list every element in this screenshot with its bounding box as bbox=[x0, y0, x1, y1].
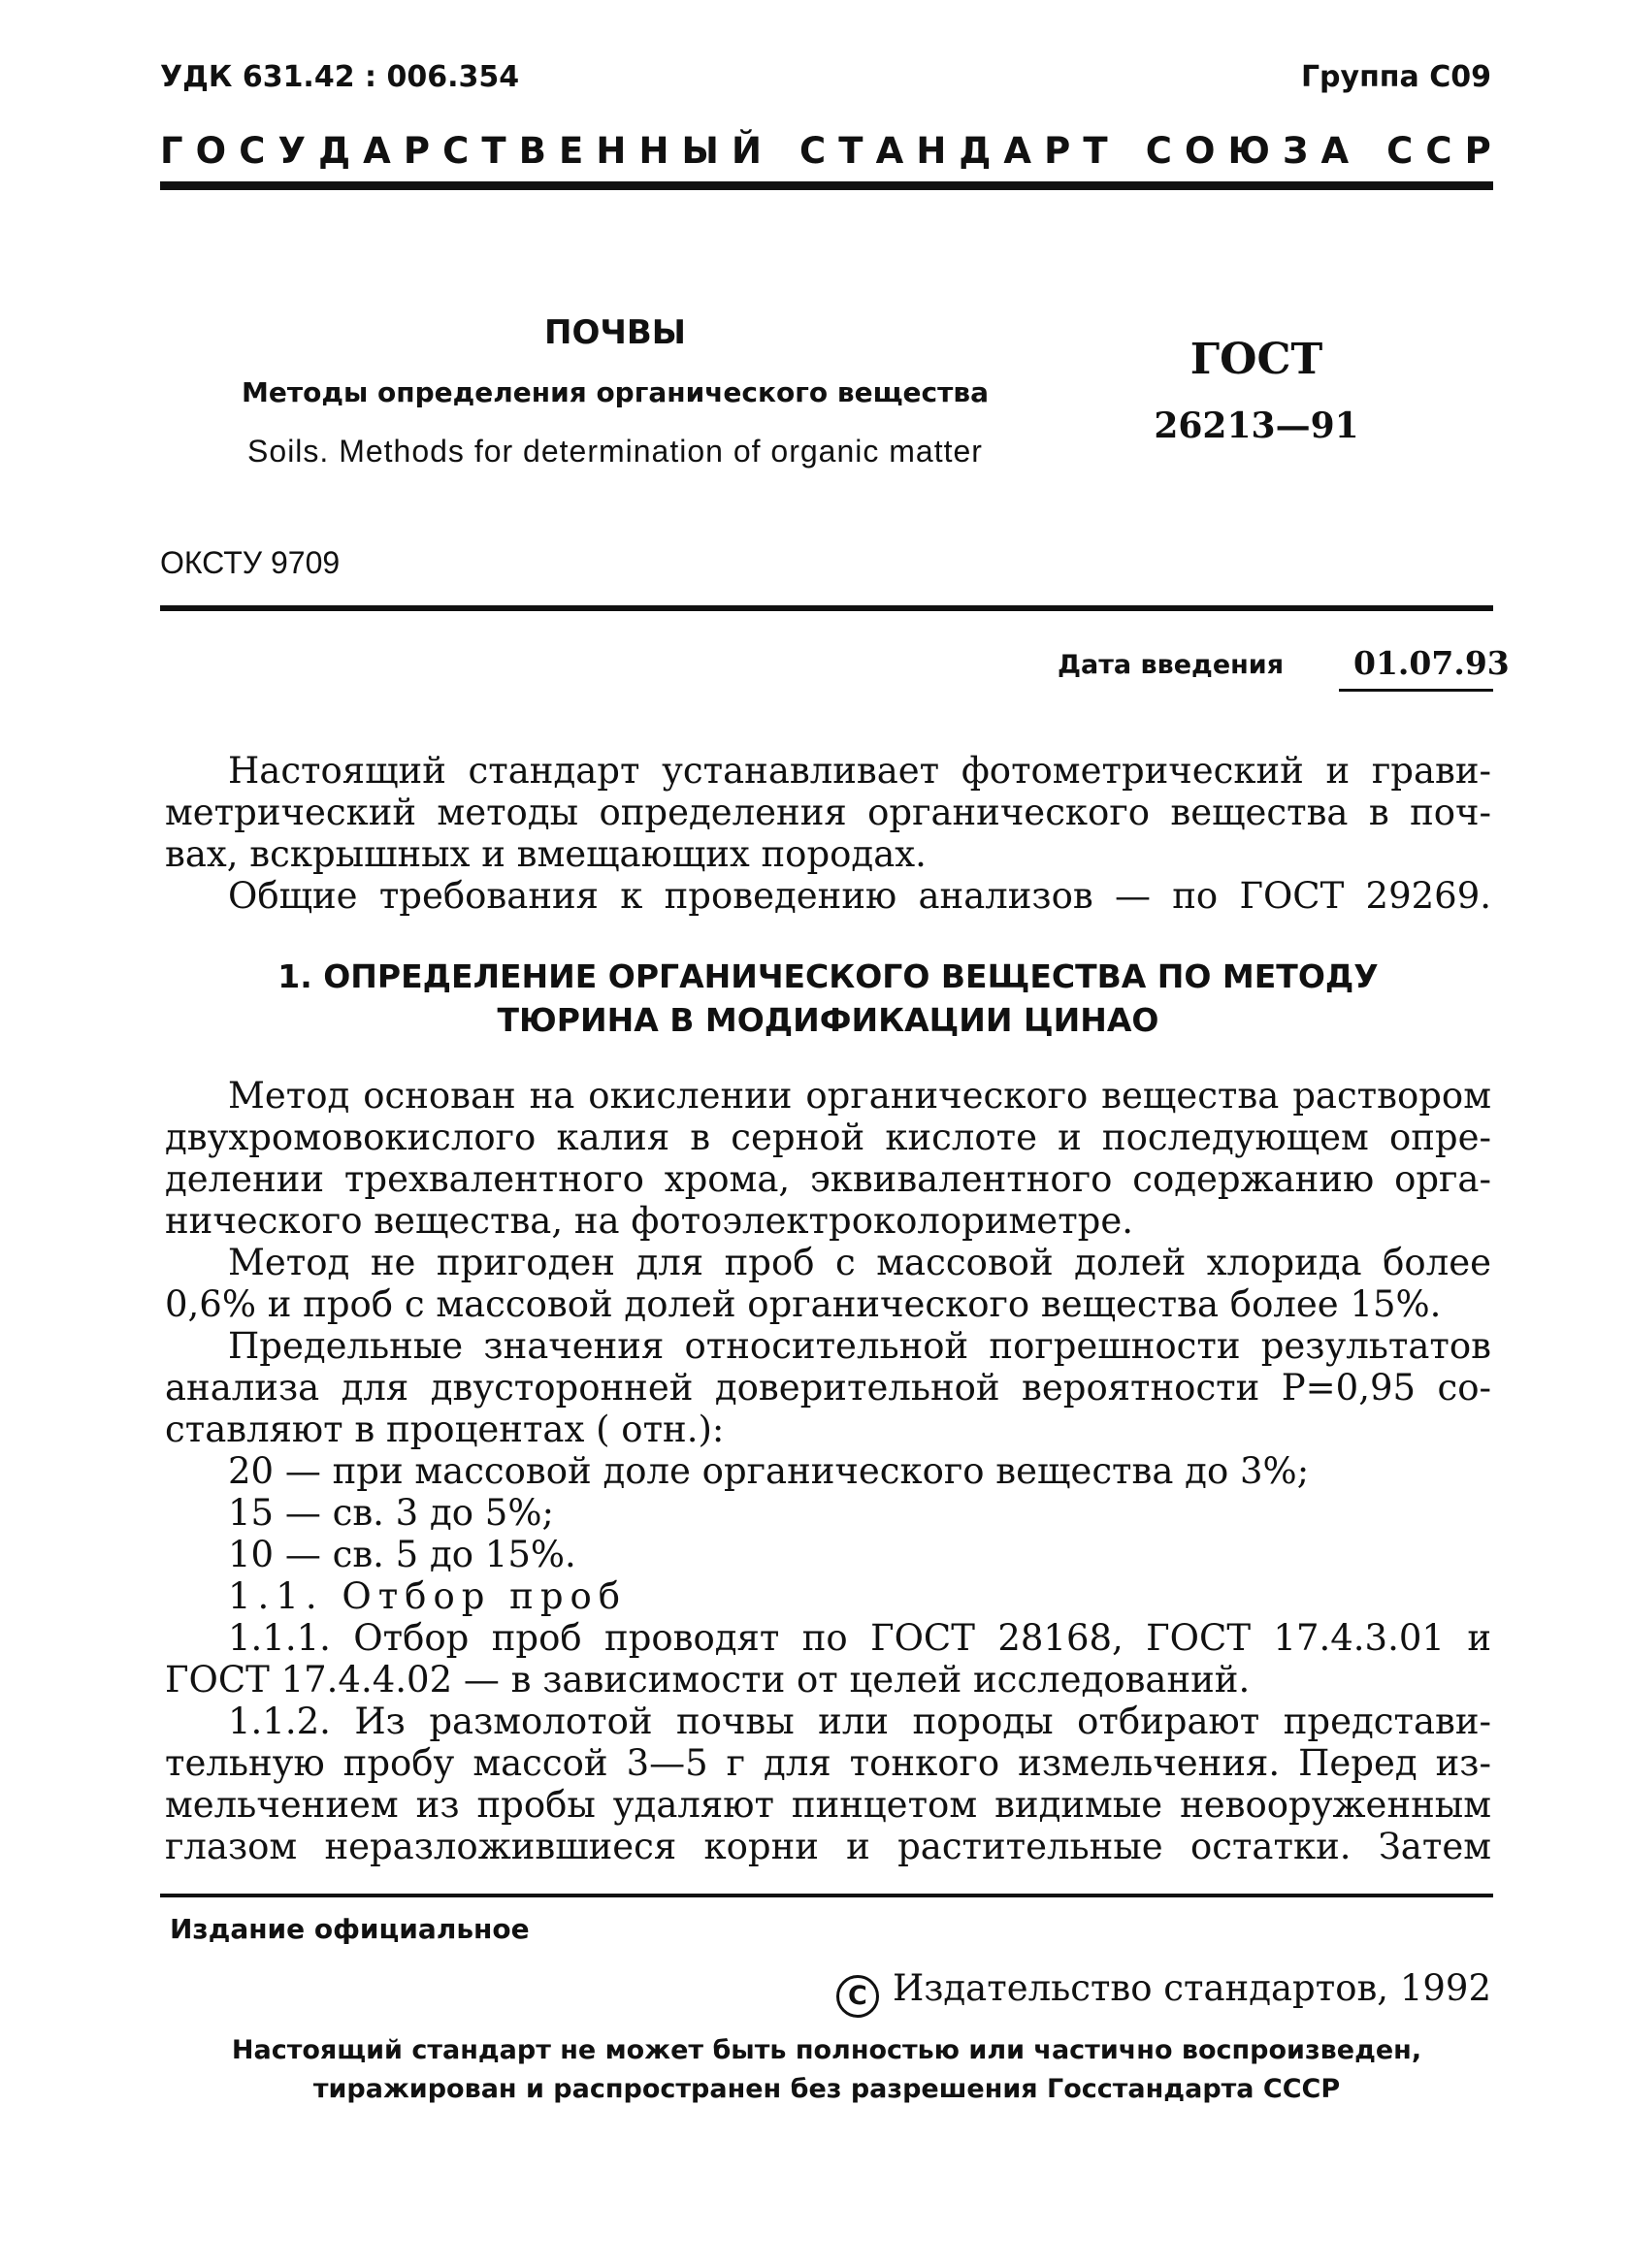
okstu-rule bbox=[160, 605, 1493, 611]
error-value-item: 15 — св. 3 до 5%; bbox=[228, 1492, 554, 1534]
banner-letter: А bbox=[1003, 130, 1032, 172]
banner-letter: З bbox=[1283, 130, 1309, 172]
banner-letter: Н bbox=[916, 130, 947, 172]
clause-1-1-2-line: 1.1.2. Из размолотой почвы или породы отбирают представи- bbox=[228, 1701, 1491, 1742]
method-line: двухромовокислого калия в серной кислоте и последующем опре- bbox=[165, 1117, 1491, 1158]
english-title: Soils. Methods for determination of organic matter bbox=[247, 434, 983, 469]
limit-line: Метод не пригоден для проб с массовой долей хлорида более bbox=[228, 1242, 1491, 1283]
error-line: анализа для двусторонней доверительной вероятности P=0,95 со- bbox=[165, 1367, 1491, 1409]
clause-1-1-2-line: глазом неразложившиеся корни и растительные остатки. Затем bbox=[165, 1826, 1491, 1867]
banner-letter: Т bbox=[838, 130, 863, 172]
limit-line: 0,6% и проб с массовой долей органического вещества более 15%. bbox=[165, 1283, 1442, 1325]
intro-line: метрический методы определения органического вещества в поч- bbox=[165, 792, 1491, 833]
document-subtitle: Методы определения органического вещества bbox=[242, 376, 989, 408]
banner-letter: Т bbox=[1083, 130, 1108, 172]
method-line: Метод основан на окислении органического вещества раствором bbox=[228, 1075, 1491, 1117]
copyright-icon: C bbox=[836, 1975, 879, 2018]
gost-number: 26213—91 bbox=[1154, 405, 1359, 446]
clause-1-1-1-line: ГОСТ 17.4.4.02 — в зависимости от целей исследований. bbox=[165, 1659, 1251, 1701]
official-edition: Издание официальное bbox=[170, 1913, 530, 1945]
banner-letter: Р bbox=[403, 130, 431, 172]
banner-letter: А bbox=[875, 130, 904, 172]
error-value-item: 10 — св. 5 до 15%. bbox=[228, 1534, 576, 1575]
footer-rule bbox=[160, 1894, 1493, 1897]
banner-letter: Д bbox=[318, 130, 351, 172]
copyright-line bbox=[836, 1967, 1491, 2018]
clause-1-1-1-line: 1.1.1. Отбор проб проводят по ГОСТ 28168, ГОСТ 17.4.3.01 и bbox=[228, 1617, 1491, 1659]
banner-letter: С bbox=[442, 130, 470, 172]
header-rule bbox=[160, 181, 1493, 190]
section-heading: 1. ОПРЕДЕЛЕНИЕ ОРГАНИЧЕСКОГО ВЕЩЕСТВА ПО МЕТОДУ bbox=[277, 957, 1379, 995]
banner-letter: С bbox=[798, 130, 827, 172]
subsection-title: 1.1. Отбор проб bbox=[228, 1575, 628, 1617]
banner-letter bbox=[1361, 130, 1374, 172]
date-underline bbox=[1339, 689, 1493, 692]
banner-letter: С bbox=[1145, 130, 1172, 172]
banner-letter: Р bbox=[1464, 130, 1491, 172]
banner-letter: С bbox=[1425, 130, 1452, 172]
banner-letter: С bbox=[1386, 130, 1414, 172]
banner-letter: А bbox=[363, 130, 391, 172]
error-line: Предельные значения относительной погрешности результатов bbox=[228, 1325, 1491, 1367]
document-title: ПОЧВЫ bbox=[544, 313, 686, 352]
banner-letter: Й bbox=[731, 130, 762, 172]
banner-letter bbox=[1121, 130, 1133, 172]
banner-letter: Р bbox=[1044, 130, 1071, 172]
banner-letter: С bbox=[239, 130, 266, 172]
udk-code: УДК 631.42 : 006.354 bbox=[160, 60, 520, 94]
banner-letter: О bbox=[1184, 130, 1216, 172]
banner-letter: Ы bbox=[681, 130, 719, 172]
banner-letter: О bbox=[195, 130, 227, 172]
banner-letter: Е bbox=[559, 130, 584, 172]
okstu-code: ОКСТУ 9709 bbox=[160, 545, 341, 580]
reproduction-notice: тиражирован и распространен без разрешения Госстандарта СССР bbox=[312, 2074, 1341, 2104]
general-requirements: Общие требования к проведению анализов — по ГОСТ 29269. bbox=[228, 875, 1491, 917]
gost-label: ГОСТ bbox=[1189, 335, 1323, 384]
introduction-date-label: Дата введения bbox=[1058, 650, 1285, 680]
banner-letter: А bbox=[1320, 130, 1350, 172]
state-standard-banner bbox=[160, 130, 1491, 172]
group-code: Группа С09 bbox=[1300, 60, 1491, 94]
banner-letter: Ю bbox=[1227, 130, 1270, 172]
banner-letter: Н bbox=[638, 130, 669, 172]
reproduction-notice: Настоящий стандарт не может быть полностью или частично воспроизведен, bbox=[231, 2035, 1422, 2065]
intro-line: вах, вскрышных и вмещающих породах. bbox=[165, 833, 927, 875]
section-heading: ТЮРИНА В МОДИФИКАЦИИ ЦИНАО bbox=[497, 1001, 1159, 1039]
banner-letter: Т bbox=[481, 130, 506, 172]
error-line: ставляют в процентах ( отн.): bbox=[165, 1409, 725, 1450]
banner-letter: Н bbox=[596, 130, 627, 172]
introduction-date: 01.07.93 bbox=[1353, 644, 1510, 682]
method-line: нического вещества, на фотоэлектроколориметре. bbox=[165, 1200, 1134, 1242]
intro-line: Настоящий стандарт устанавливает фотометрический и грави- bbox=[228, 750, 1491, 792]
clause-1-1-2-line: мельчением из пробы удаляют пинцетом видимые невооруженным bbox=[165, 1784, 1491, 1826]
copyright-text: Издательство стандартов, 1992 bbox=[892, 1967, 1491, 2009]
banner-letter: Д bbox=[959, 130, 992, 172]
clause-1-1-2-line: тельную пробу массой 3—5 г для тонкого измельчения. Перед из- bbox=[165, 1742, 1491, 1784]
banner-letter: В bbox=[518, 130, 546, 172]
error-value-item: 20 — при массовой доле органического вещества до 3%; bbox=[228, 1450, 1310, 1492]
banner-letter bbox=[774, 130, 787, 172]
method-line: делении трехвалентного хрома, эквивалентного содержанию орга- bbox=[165, 1158, 1491, 1200]
banner-letter: Г bbox=[160, 130, 183, 172]
banner-letter: У bbox=[277, 130, 307, 172]
